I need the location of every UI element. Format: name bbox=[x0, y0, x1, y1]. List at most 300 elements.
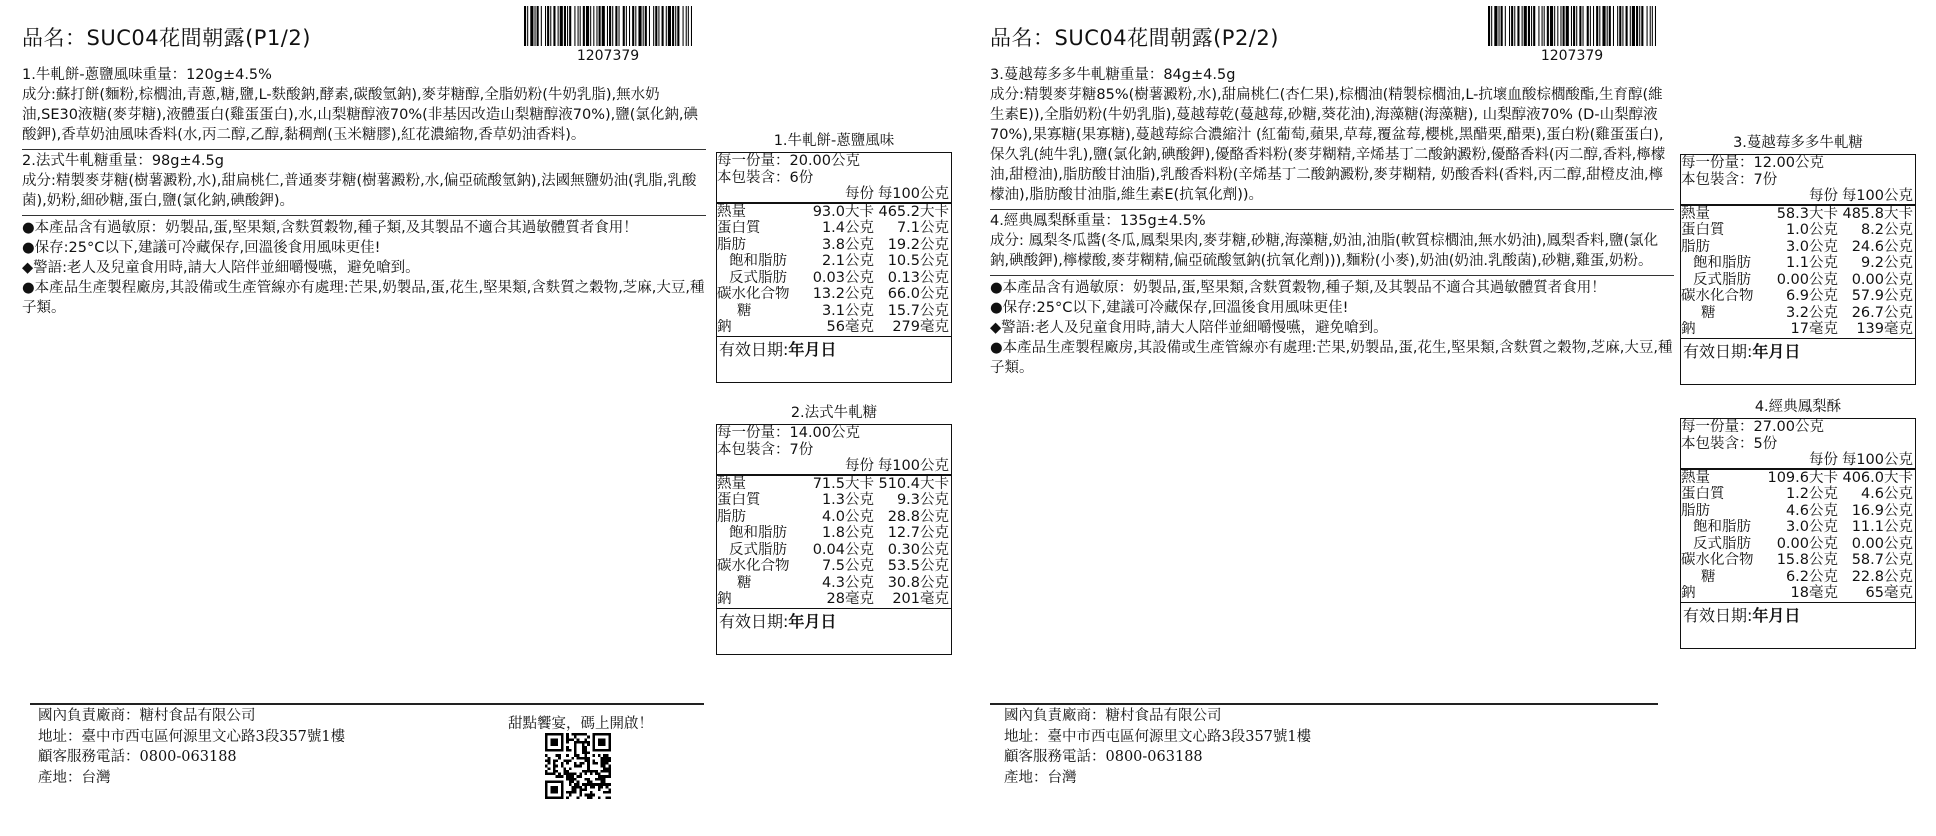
qr-module bbox=[587, 741, 590, 744]
barcode-bar bbox=[1538, 6, 1539, 46]
qr-module bbox=[608, 775, 611, 778]
qr-module bbox=[569, 778, 572, 781]
qr-module bbox=[585, 751, 588, 754]
barcode-bar bbox=[583, 6, 585, 46]
product-section bbox=[22, 64, 706, 150]
qr-module bbox=[558, 757, 561, 760]
barcode-bar bbox=[658, 6, 659, 46]
nutrient-name: 碳水化合物 bbox=[1681, 288, 1754, 304]
qr-module bbox=[587, 744, 590, 747]
qr-module bbox=[590, 791, 593, 794]
nutrient-per-100g: 19.2公克 bbox=[887, 236, 949, 253]
qr-module bbox=[577, 775, 580, 778]
servings-per-pack: 本包裝含：7份 bbox=[1681, 171, 1778, 188]
qr-module bbox=[579, 757, 582, 760]
barcode-bar bbox=[619, 6, 620, 46]
qr-module bbox=[566, 762, 569, 765]
qr-module bbox=[566, 775, 569, 778]
qr-module bbox=[590, 770, 593, 773]
barcode-bar bbox=[1522, 6, 1523, 46]
qr-module bbox=[608, 757, 611, 760]
nutrient-per-100g: 66.0公克 bbox=[887, 286, 949, 302]
nutrient-name: 糖 bbox=[737, 574, 752, 591]
nutrient-row bbox=[717, 220, 951, 237]
qr-module bbox=[566, 733, 569, 736]
qr-module bbox=[585, 749, 588, 752]
qr-module bbox=[553, 759, 556, 762]
qr-module bbox=[566, 736, 569, 739]
nutrient-per-100g: 510.4大卡 bbox=[878, 475, 949, 492]
qr-module bbox=[574, 788, 577, 791]
product-section bbox=[990, 64, 1674, 210]
barcode-bar bbox=[668, 6, 671, 46]
servings-per-pack-row bbox=[717, 442, 951, 459]
qr-module bbox=[595, 773, 598, 776]
barcode-bar bbox=[662, 6, 664, 46]
qr-module bbox=[590, 783, 593, 786]
barcode-bar bbox=[1602, 6, 1605, 46]
qr-module bbox=[571, 786, 574, 789]
barcode-bar bbox=[1554, 6, 1555, 46]
nutrient-per-100g: 15.7公克 bbox=[887, 302, 949, 319]
qr-module bbox=[587, 751, 590, 754]
qr-module bbox=[585, 783, 588, 786]
expiry-value: 年月日 bbox=[788, 339, 837, 359]
barcode-bar bbox=[1587, 6, 1589, 46]
nutrient-name: 鈉 bbox=[717, 319, 732, 335]
expiry-date-box bbox=[716, 337, 952, 383]
qr-module bbox=[598, 778, 601, 781]
servings-per-pack: 本包裝含：6份 bbox=[717, 169, 814, 186]
barcode-bar bbox=[1583, 6, 1584, 46]
qr-module bbox=[579, 791, 582, 794]
qr-module bbox=[608, 796, 611, 799]
qr-module bbox=[600, 765, 603, 768]
nutrient-per-serving: 71.5大卡 bbox=[812, 475, 874, 492]
qr-module bbox=[603, 778, 606, 781]
barcode-bar bbox=[675, 6, 676, 46]
nutrient-row bbox=[717, 476, 951, 493]
qr-module bbox=[566, 749, 569, 752]
barcode-bar bbox=[599, 6, 601, 46]
barcode-bar bbox=[1509, 6, 1510, 46]
barcode-bar bbox=[524, 6, 526, 46]
qr-module bbox=[606, 791, 609, 794]
qr-module bbox=[574, 783, 577, 786]
nutrition-table bbox=[716, 424, 952, 609]
qr-module bbox=[600, 781, 603, 784]
nutrient-name: 脂肪 bbox=[1681, 238, 1710, 255]
barcode-bar bbox=[632, 6, 634, 46]
nutrient-per-serving: 0.00公克 bbox=[1776, 535, 1838, 552]
nutrient-per-100g: 485.8大卡 bbox=[1842, 205, 1913, 222]
expiry-value: 年月日 bbox=[1752, 605, 1801, 625]
qr-module bbox=[577, 754, 580, 757]
barcode-bar bbox=[683, 6, 684, 46]
serving-size-row bbox=[1681, 419, 1915, 436]
nutrient-per-serving: 2.1公克 bbox=[821, 253, 874, 269]
nutrient-per-100g: 0.30公克 bbox=[887, 541, 949, 558]
qr-module bbox=[600, 775, 603, 778]
nutrient-name: 碳水化合物 bbox=[1681, 552, 1754, 568]
qr-module bbox=[579, 786, 582, 789]
qr-module bbox=[556, 770, 559, 773]
barcode-bar bbox=[635, 6, 636, 46]
nutrient-row bbox=[717, 237, 951, 254]
qr-module bbox=[550, 773, 553, 776]
barcode-bar bbox=[1494, 6, 1497, 46]
qr-module bbox=[598, 788, 601, 791]
nutrition-table bbox=[716, 152, 952, 337]
barcode-bar bbox=[578, 6, 579, 46]
ingredients-block bbox=[990, 64, 1674, 378]
qr-module bbox=[553, 762, 556, 765]
barcode-bar bbox=[1511, 6, 1513, 46]
qr-module bbox=[579, 794, 582, 797]
nutrition-rows bbox=[1681, 469, 1915, 602]
qr-module bbox=[571, 773, 574, 776]
nutrient-name: 熱量 bbox=[1681, 205, 1710, 222]
qr-module bbox=[574, 751, 577, 754]
barcode-bar bbox=[530, 6, 533, 46]
barcode-bar bbox=[527, 6, 528, 46]
qr-module bbox=[585, 738, 588, 741]
barcode-bar bbox=[558, 6, 559, 46]
barcode-bar bbox=[596, 6, 597, 46]
barcode-bar bbox=[1622, 6, 1623, 46]
qr-module bbox=[561, 765, 564, 768]
serving-size: 每一份量：12.00公克 bbox=[1681, 155, 1825, 171]
nutrient-row bbox=[717, 492, 951, 509]
manufacturer-address: 地址：臺中市西屯區何源里文心路3段357號1樓 bbox=[1004, 728, 1312, 745]
qr-module bbox=[548, 762, 551, 765]
barcode-bar bbox=[586, 6, 589, 46]
nutrient-per-serving: 4.6公克 bbox=[1785, 502, 1838, 519]
qr-module bbox=[566, 773, 569, 776]
barcode-bar bbox=[615, 6, 617, 46]
nutrient-per-100g: 30.8公克 bbox=[887, 574, 949, 591]
qr-module bbox=[587, 794, 590, 797]
barcode-bar bbox=[567, 6, 568, 46]
qr-module bbox=[561, 775, 564, 778]
qr-module bbox=[582, 744, 585, 747]
qr-module bbox=[585, 773, 588, 776]
barcode-bar bbox=[593, 6, 594, 46]
qr-module bbox=[608, 788, 611, 791]
notes bbox=[990, 276, 1674, 378]
nutrient-name: 鈉 bbox=[1681, 321, 1696, 337]
nutrient-name: 熱量 bbox=[717, 203, 746, 220]
qr-module bbox=[603, 770, 606, 773]
notes bbox=[22, 216, 706, 318]
nutrient-name: 糖 bbox=[1701, 304, 1716, 321]
qr-module bbox=[574, 762, 577, 765]
serving-size-row bbox=[717, 153, 951, 170]
qr-module bbox=[577, 733, 580, 736]
nutrient-per-serving: 3.0公克 bbox=[1785, 238, 1838, 255]
nutrient-row bbox=[717, 286, 951, 303]
nutrient-name: 糖 bbox=[737, 302, 752, 319]
qr-module bbox=[574, 736, 577, 739]
qr-module bbox=[574, 746, 577, 749]
barcode-bar bbox=[1547, 6, 1549, 46]
nutrient-per-serving: 3.1公克 bbox=[821, 302, 874, 319]
qr-module bbox=[577, 738, 580, 741]
barcode-bar bbox=[1566, 6, 1569, 46]
qr-module bbox=[577, 796, 580, 799]
qr-module bbox=[598, 773, 601, 776]
nutrient-row bbox=[1681, 569, 1915, 586]
qr-module bbox=[566, 759, 569, 762]
qr-module bbox=[603, 767, 606, 770]
qr-module bbox=[590, 781, 593, 784]
nutrient-per-serving: 15.8公克 bbox=[1776, 552, 1838, 568]
nutrient-name: 蛋白質 bbox=[717, 220, 761, 236]
qr-module bbox=[598, 738, 606, 746]
serving-size: 每一份量：14.00公克 bbox=[717, 425, 861, 441]
nutrient-name: 蛋白質 bbox=[717, 492, 761, 508]
qr-code[interactable] bbox=[545, 733, 611, 799]
barcode-bar bbox=[560, 6, 563, 46]
qr-module bbox=[545, 770, 548, 773]
barcode-bar bbox=[1650, 6, 1651, 46]
barcode-bar bbox=[1626, 6, 1628, 46]
qr-module bbox=[566, 770, 569, 773]
barcode-bar bbox=[1517, 6, 1519, 46]
nutrient-per-100g: 0.00公克 bbox=[1851, 535, 1913, 552]
nutrient-per-100g: 24.6公克 bbox=[1851, 238, 1913, 255]
expiry-date-box bbox=[1680, 603, 1916, 649]
qr-module bbox=[603, 757, 606, 760]
barcode-bar bbox=[1596, 6, 1598, 46]
nutrient-name: 飽和脂肪 bbox=[1693, 519, 1751, 535]
barcode-bar bbox=[602, 6, 605, 46]
qr-module bbox=[600, 770, 603, 773]
nutrition-header-row bbox=[1681, 188, 1915, 205]
barcode-bar bbox=[1652, 6, 1653, 46]
qr-module bbox=[600, 759, 603, 762]
barcode-bar bbox=[645, 6, 647, 46]
warning-note: ◆警語:老人及兒童食用時,請大人陪伴並細嚼慢嚥，避免嗆到。 bbox=[990, 320, 1388, 336]
qr-module bbox=[606, 759, 609, 762]
nutrient-per-serving: 18毫克 bbox=[1790, 585, 1838, 601]
barcode-bar bbox=[1641, 6, 1643, 46]
nutrient-row bbox=[1681, 321, 1915, 338]
nutrient-row bbox=[1681, 552, 1915, 569]
nutrient-row bbox=[717, 558, 951, 575]
qr-module bbox=[582, 770, 585, 773]
qr-module bbox=[556, 759, 559, 762]
nutrient-row bbox=[1681, 519, 1915, 536]
product-section bbox=[990, 210, 1674, 276]
qr-module bbox=[566, 796, 569, 799]
nutrient-per-100g: 9.3公克 bbox=[896, 492, 949, 508]
barcode-bar bbox=[1576, 6, 1577, 46]
nutrient-per-100g: 58.7公克 bbox=[1851, 552, 1913, 568]
qr-module bbox=[563, 770, 566, 773]
product-title: 品名：SUC04花間朝露(P2/2) bbox=[990, 26, 1279, 50]
header-blank bbox=[1681, 452, 1767, 468]
nutrition-facts bbox=[716, 130, 952, 383]
qr-module bbox=[579, 741, 582, 744]
ingredients-text: 成分:精製麥芽糖(樹薯澱粉,水),甜扁桃仁,普通麥芽糖(樹薯澱粉,水,偏亞硫酸氫鈉),法國無鹽奶油(乳脂,乳酸菌),奶粉,細砂糖,蛋白,鹽(氯化鈉,碘酸鉀)。 bbox=[22, 173, 697, 209]
qr-module bbox=[548, 757, 551, 760]
qr-module bbox=[595, 778, 598, 781]
servings-per-pack: 本包裝含：5份 bbox=[1681, 435, 1778, 452]
nutrient-per-serving: 0.00公克 bbox=[1776, 271, 1838, 288]
qr-module bbox=[590, 796, 593, 799]
qr-module bbox=[566, 791, 569, 794]
qr-module bbox=[606, 786, 609, 789]
qr-module bbox=[595, 762, 598, 765]
qr-module bbox=[598, 796, 601, 799]
qr-module bbox=[553, 770, 556, 773]
qr-module bbox=[566, 741, 569, 744]
qr-module bbox=[558, 775, 561, 778]
barcode-bar bbox=[1491, 6, 1492, 46]
nutrient-per-100g: 279毫克 bbox=[892, 319, 949, 335]
serving-size-row bbox=[717, 425, 951, 442]
header-per-100g: 每100公克 bbox=[877, 186, 949, 202]
barcode-bar bbox=[1488, 6, 1490, 46]
nutrition-facts bbox=[1680, 396, 1916, 649]
qr-module bbox=[587, 736, 590, 739]
barcode-bar bbox=[607, 6, 608, 46]
nutrient-per-serving: 13.2公克 bbox=[812, 286, 874, 302]
barcode-bar bbox=[655, 6, 657, 46]
barcode-bar bbox=[1505, 6, 1506, 46]
barcode-bar bbox=[1528, 6, 1530, 46]
qr-module bbox=[587, 796, 590, 799]
qr-module bbox=[603, 775, 606, 778]
expiry-date-box bbox=[1680, 339, 1916, 385]
nutrient-per-serving: 28毫克 bbox=[826, 591, 874, 607]
qr-module bbox=[556, 765, 559, 768]
qr-module bbox=[587, 762, 590, 765]
qr-module bbox=[582, 788, 585, 791]
qr-module bbox=[603, 754, 606, 757]
qr-module bbox=[582, 741, 585, 744]
qr-module bbox=[553, 765, 556, 768]
nutrient-row bbox=[717, 319, 951, 336]
qr-module bbox=[548, 759, 551, 762]
nutrient-per-serving: 0.03公克 bbox=[812, 269, 874, 286]
barcode-bar bbox=[569, 6, 571, 46]
manufacturer-info bbox=[1004, 706, 1311, 788]
barcode-bar bbox=[1501, 6, 1503, 46]
nutrient-per-100g: 9.2公克 bbox=[1860, 255, 1913, 271]
qr-module bbox=[566, 778, 569, 781]
qr-module bbox=[600, 783, 603, 786]
nutrient-name: 熱量 bbox=[1681, 469, 1710, 486]
nutrient-per-serving: 1.8公克 bbox=[821, 525, 874, 541]
qr-module bbox=[574, 754, 577, 757]
qr-module bbox=[608, 770, 611, 773]
qr-module bbox=[587, 783, 590, 786]
qr-module bbox=[600, 762, 603, 765]
customer-service-phone: 顧客服務電話：0800-063188 bbox=[1004, 749, 1203, 765]
barcode-number: 1207379 bbox=[576, 48, 640, 64]
nutrient-name: 蛋白質 bbox=[1681, 222, 1725, 238]
section-heading: 3.蔓越莓多多牛軋糖重量：84g±4.5g bbox=[990, 67, 1236, 83]
nutrient-per-serving: 6.2公克 bbox=[1785, 568, 1838, 585]
qr-module bbox=[582, 746, 585, 749]
barcode-bar bbox=[541, 6, 542, 46]
qr-module bbox=[595, 770, 598, 773]
qr-module bbox=[593, 786, 596, 789]
qr-module bbox=[563, 767, 566, 770]
nutrient-row bbox=[717, 575, 951, 592]
nutrient-row bbox=[1681, 585, 1915, 602]
barcode-bar bbox=[1609, 6, 1611, 46]
manufacturer-name: 國內負責廠商：糖村食品有限公司 bbox=[38, 708, 256, 724]
qr-module bbox=[577, 765, 580, 768]
qr-module bbox=[606, 757, 609, 760]
nutrient-per-serving: 6.9公克 bbox=[1785, 288, 1838, 304]
barcode-bar bbox=[1632, 6, 1635, 46]
nutrition-rows bbox=[717, 475, 951, 608]
qr-module bbox=[606, 783, 609, 786]
qr-module bbox=[587, 778, 590, 781]
nutrient-per-serving: 0.04公克 bbox=[812, 541, 874, 558]
qr-module bbox=[585, 746, 588, 749]
qr-module bbox=[579, 775, 582, 778]
qr-module bbox=[558, 773, 561, 776]
nutrient-per-serving: 3.8公克 bbox=[821, 236, 874, 253]
barcode-bar bbox=[643, 6, 644, 46]
qr-module bbox=[574, 791, 577, 794]
facility-note: ●本產品生產製程廠房,其設備或生產管線亦有處理:芒果,奶製品,蛋,花生,堅果類,含麩質之穀物,芝麻,大豆,種子類。 bbox=[990, 340, 1673, 376]
barcode-bar bbox=[672, 6, 674, 46]
qr-module bbox=[590, 794, 593, 797]
qr-module bbox=[571, 781, 574, 784]
qr-module bbox=[603, 791, 606, 794]
qr-module bbox=[550, 786, 558, 794]
nutrient-row bbox=[717, 525, 951, 542]
qr-module bbox=[571, 757, 574, 760]
barcode-bar bbox=[1533, 6, 1535, 46]
nutrient-per-100g: 28.8公克 bbox=[887, 508, 949, 525]
barcode-bar bbox=[1647, 6, 1648, 46]
nutrient-name: 碳水化合物 bbox=[717, 286, 790, 302]
qr-module bbox=[550, 738, 558, 746]
barcode-bar bbox=[1573, 6, 1575, 46]
qr-module bbox=[603, 783, 606, 786]
qr-module bbox=[603, 765, 606, 768]
nutrition-caption: 1.牛軋餅-蔥鹽風味 bbox=[773, 133, 895, 149]
ingredients-text: 成分: 鳳梨冬瓜醬(冬瓜,鳳梨果肉,麥芽糖,砂糖,海藻糖,奶油,油脂(軟質棕櫚油,無水奶油),鳳梨香料,鹽(氯化鈉,碘酸鉀),檸檬酸,麥芽糊精,偏亞硫酸氫鈉(抗氧化劑))),麵粉(小麥),奶油(奶油.乳酸菌),砂糖,雞蛋,奶粉。 bbox=[990, 233, 1659, 269]
expiry-label: 有效日期: bbox=[719, 339, 789, 359]
expiry-label: 有效日期: bbox=[1683, 605, 1753, 625]
header-blank bbox=[717, 458, 803, 474]
qr-module bbox=[598, 754, 601, 757]
nutrient-row bbox=[1681, 272, 1915, 289]
nutrient-name: 脂肪 bbox=[717, 236, 746, 253]
nutrient-per-100g: 57.9公克 bbox=[1851, 288, 1913, 304]
qr-module bbox=[593, 770, 596, 773]
barcode-bar bbox=[1617, 6, 1618, 46]
header-per-serving: 每份 bbox=[1809, 452, 1838, 468]
qr-module bbox=[571, 738, 574, 741]
barcode-bar bbox=[1590, 6, 1591, 46]
qr-module bbox=[545, 765, 548, 768]
qr-module bbox=[590, 786, 593, 789]
header-per-100g: 每100公克 bbox=[1841, 452, 1913, 468]
barcode-bar bbox=[537, 6, 539, 46]
barcode-bar bbox=[1655, 6, 1656, 46]
barcode-bar bbox=[1499, 6, 1500, 46]
nutrition-table bbox=[1680, 418, 1916, 603]
